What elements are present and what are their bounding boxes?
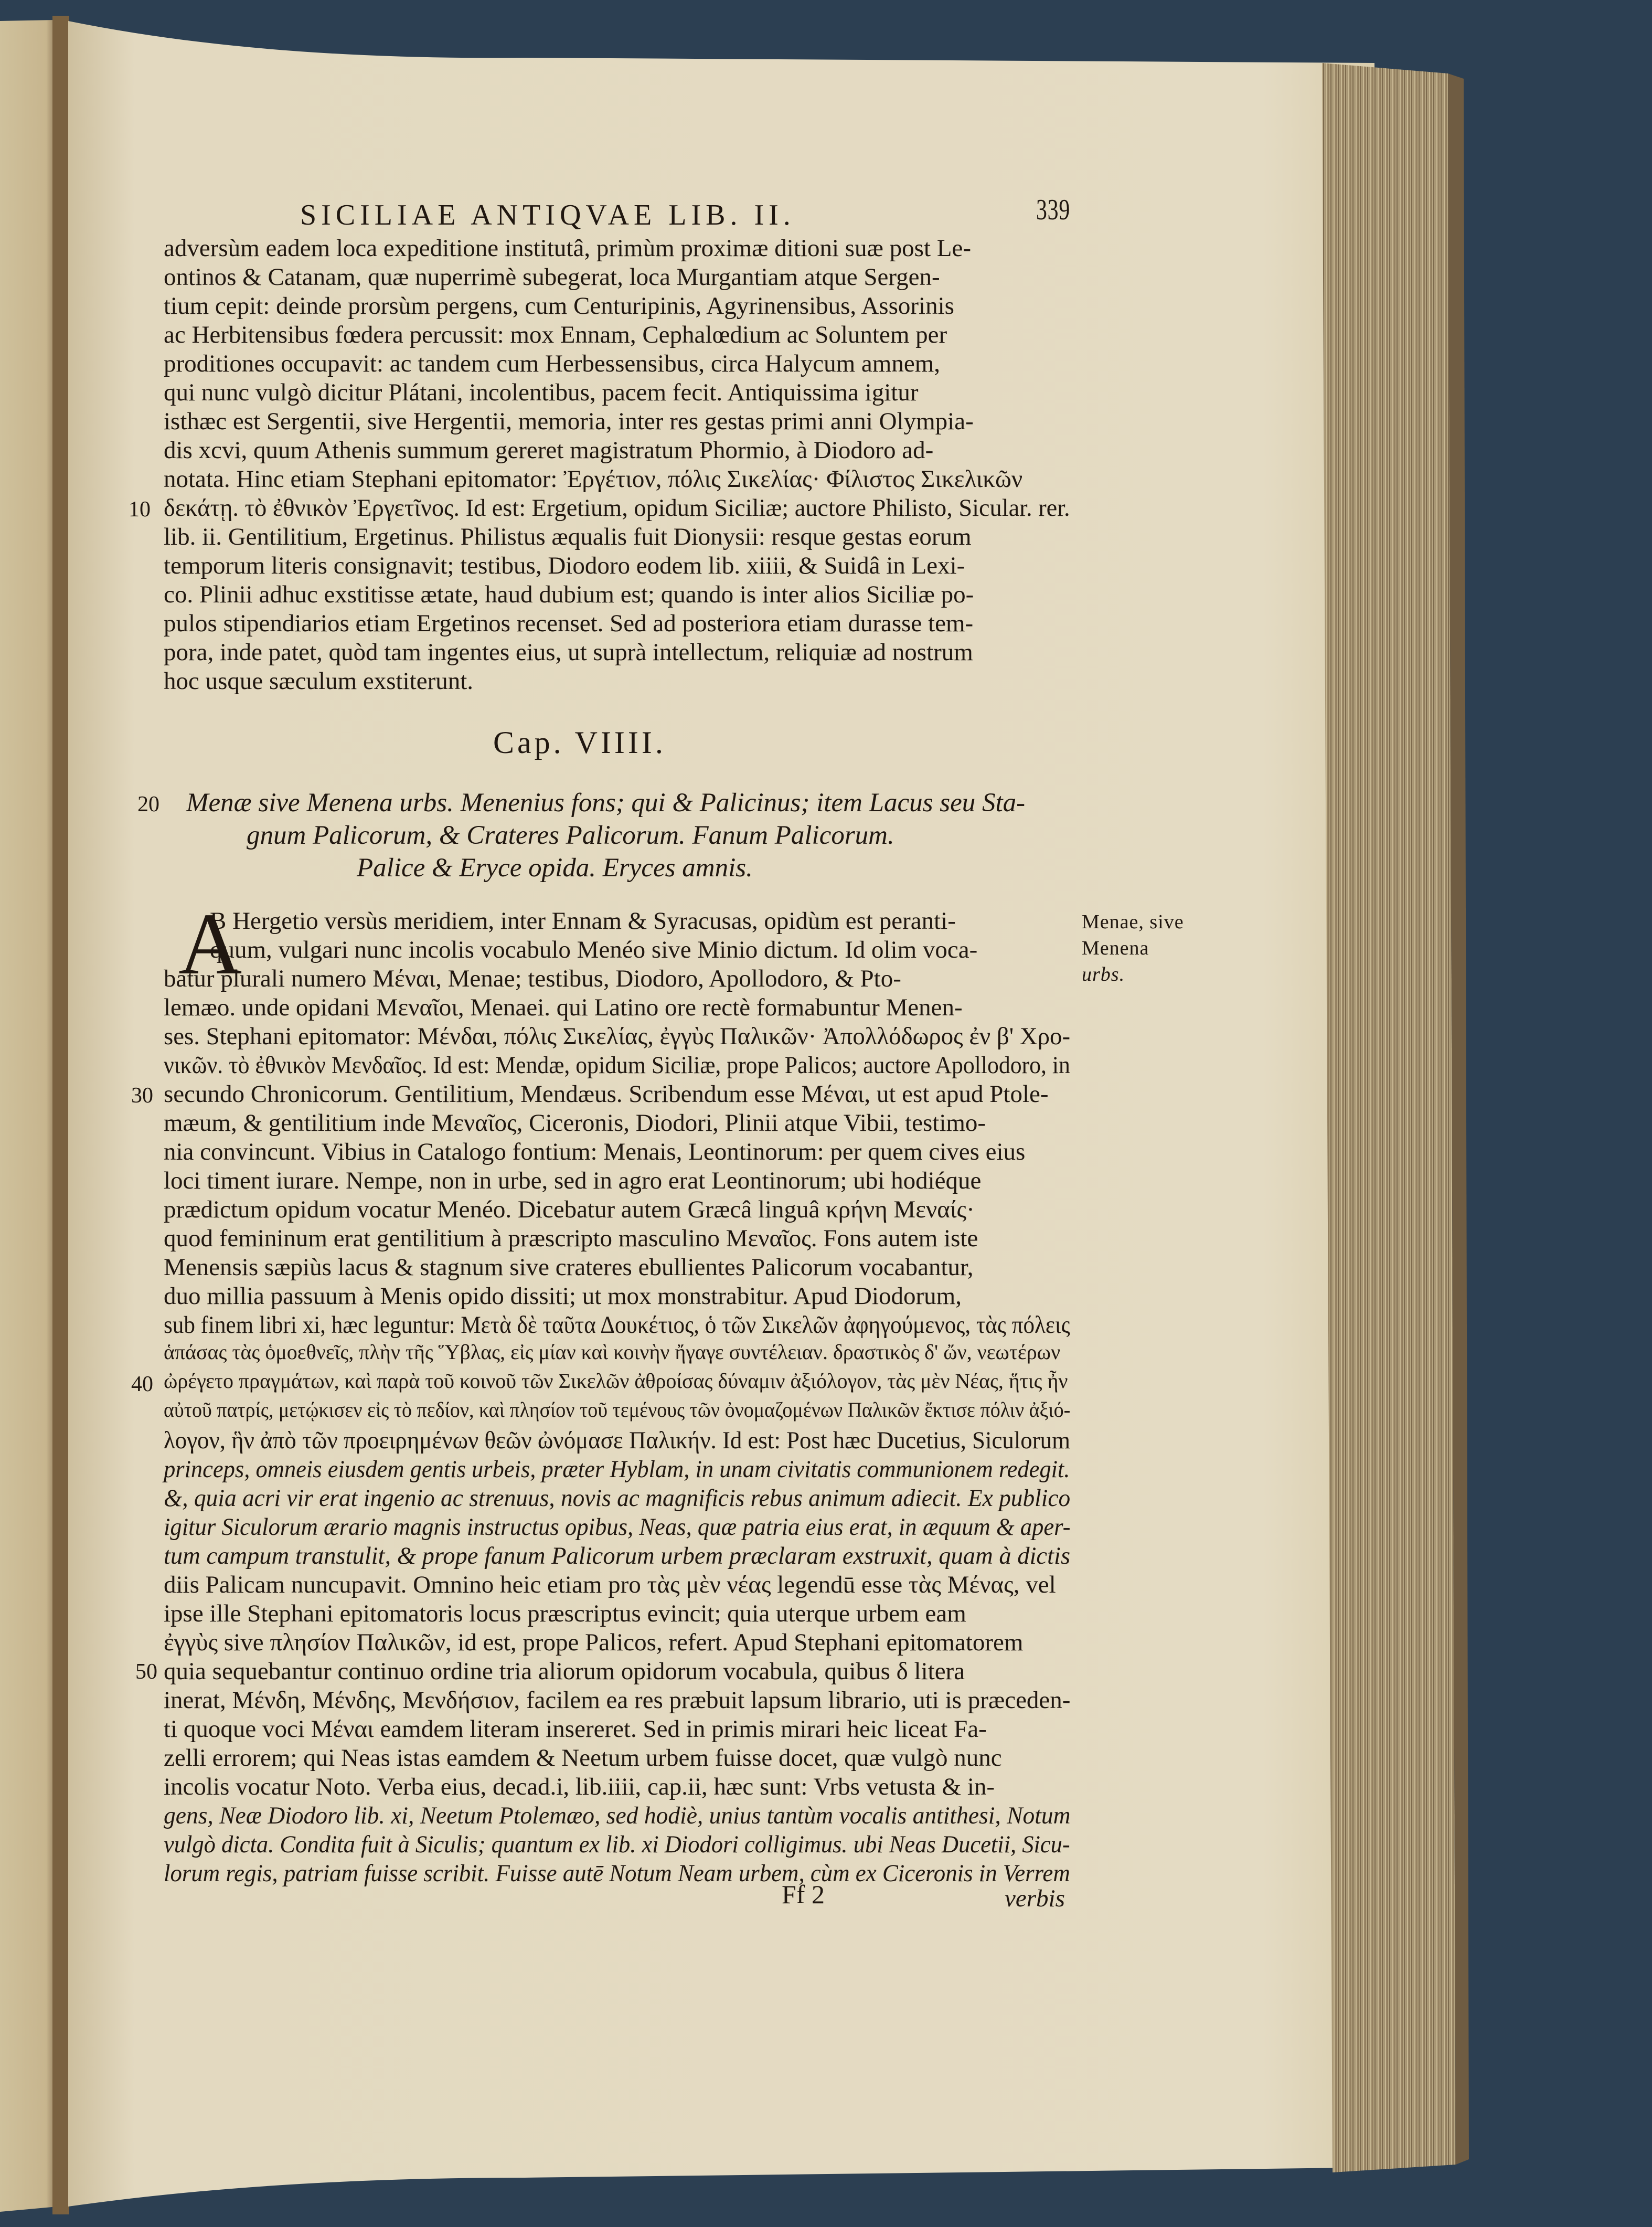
line-number: 30 — [131, 1084, 153, 1108]
text-line: gens, Neæ Diodoro lib. xi, Neetum Ptolemæo, sed hodiè, unius tantùm vocalis antithesi, Notum — [164, 1802, 1071, 1829]
line-number: 20 — [137, 792, 159, 816]
text-line: tium cepit: deinde prorsùm pergens, cum Centuripinis, Agyrinensibus, Assorinis — [164, 292, 954, 320]
text-line: lorum regis, patriam fuisse scribit. Fuisse autē Notum Neam urbem, cùm ex Ciceronis in Verrem — [164, 1860, 1070, 1887]
text-line: λογον, ἣν ἀπὸ τῶν προειρημένων θεῶν ὠνόμασε Παλικήν. Id est: Post hæc Ducetius, Siculorum — [164, 1427, 1071, 1454]
text-line: batur plurali numero Μέναι, Menae; testibus, Diodoro, Apollodoro, & Pto- — [164, 965, 901, 992]
text-line: diis Palicam nuncupavit. Omnino heic etiam pro τὰς μὲν νέας legendū esse τὰς Μένας, vel — [164, 1571, 1056, 1598]
summary-line: gnum Palicorum, & Crateres Palicorum. Fanum Palicorum. — [247, 821, 894, 850]
summary-line: Menæ sive Menena urbs. Menenius fons; qui & Palicinus; item Lacus seu Sta- — [186, 788, 1026, 818]
line-number: 10 — [129, 497, 151, 522]
line-number: 50 — [135, 1660, 157, 1684]
text-line: adversùm eadem loca expeditione institutâ, primùm proximæ ditioni suæ post Le- — [164, 235, 971, 262]
text-line: temporum literis consignavit; testibus, Diodoro eodem lib. xiiii, & Suidâ in Lexi- — [164, 552, 965, 579]
signature-mark: Ff 2 — [782, 1880, 825, 1909]
margin-note-line: Menena — [1082, 937, 1149, 959]
text-line: loci timent iurare. Nempe, non in urbe, sed in agro erat Leontinorum; ubi hodiéque — [164, 1167, 982, 1194]
text-line: notata. Hinc etiam Stephani epitomator: Ἐργέτιον, πόλις Σικελίας· Φίλιστος Σικελικῶν — [164, 465, 1023, 493]
text-line: quod femininum erat gentilitium à præscripto masculino Μεναῖος. Fons autem iste — [164, 1225, 978, 1252]
text-line: sub finem libri xi, hæc leguntur: Μετὰ δὲ ταῦτα Δουκέτιος, ὁ τῶν Σικελῶν ἀφηγούμενος, τὰς πόλεις — [164, 1311, 1070, 1339]
text-line: ipse ille Stephani epitomatoris locus præscriptus evincit; quia uterque urbem eam — [164, 1600, 966, 1627]
drop-cap: A — [178, 895, 242, 993]
text-line: prædictum opidum vocatur Menéo. Dicebatur autem Græcâ linguâ κρήνη Μεναίς· — [164, 1196, 975, 1223]
page-number: 339 — [1036, 194, 1070, 226]
text-line: pulos stipendiarios etiam Ergetinos recenset. Sed ad posteriora etiam durasse tem- — [164, 610, 974, 637]
text-line: quia sequebantur continuo ordine tria aliorum opidorum vocabula, quibus δ litera — [164, 1658, 965, 1685]
text-line: ses. Stephani epitomator: Μένδαι, πόλις Σικελίας, ἐγγὺς Παλικῶν· Ἀπολλόδωρος ἐν β' Χρο- — [164, 1023, 1071, 1050]
text-line: mæum, & gentilitium inde Μεναῖος, Ciceronis, Diodori, Plinii atque Vibii, testimo- — [164, 1109, 986, 1137]
text-line: duo millia passuum à Menis opido dissiti; ut mox monstrabitur. Apud Diodorum, — [164, 1282, 962, 1310]
text-line: incolis vocatur Noto. Verba eius, decad.i, lib.iiii, cap.ii, hæc sunt: Vrbs vetusta & in- — [164, 1773, 995, 1800]
text-line: hoc usque sæculum exstiterunt. — [164, 667, 474, 695]
text-line: ti quoque voci Μέναι eamdem literam insereret. Sed in primis mirari heic liceat Fa- — [164, 1715, 987, 1743]
text-line: lemæo. unde opidani Μεναῖοι, Menaei. qui Latino ore rectè formabuntur Menen- — [164, 994, 963, 1021]
margin-note-line: urbs. — [1082, 963, 1125, 985]
text-line: quum, vulgari nunc incolis vocabulo Menéo sive Minio dictum. Id olim voca- — [210, 936, 978, 963]
text-line: proditiones occupavit: ac tandem cum Herbessensibus, circa Halycum amnem, — [164, 350, 941, 377]
text-line: ἐγγὺς sive πλησίον Παλικῶν, id est, prope Palicos, refert. Apud Stephani epitomatorem — [164, 1629, 1024, 1656]
text-line: qui nunc vulgò dicitur Plátani, incolentibus, pacem fecit. Antiquissima igitur — [164, 379, 919, 406]
text-line: co. Plinii adhuc exstitisse ætate, haud dubium est; quando is inter alios Siciliæ po- — [164, 581, 974, 608]
text-line: ontinos & Catanam, quæ nuperrimè subegerat, loca Murgantiam atque Sergen- — [164, 263, 940, 291]
text-line: Menensis sæpiùs lacus & stagnum sive crateres ebullientes Palicorum vocabantur, — [164, 1254, 974, 1281]
text-line: ὠρέγετο πραγμάτων, καὶ παρὰ τοῦ κοινοῦ τῶν Σικελῶν ἀθροίσας δύναμιν ἀξιόλογον, τὰς μὲν Νέας, ἥτις ἦν — [164, 1369, 1068, 1393]
text-line: dis xcvi, quum Athenis summum gereret magistratum Phormio, à Diodoro ad- — [164, 437, 934, 464]
running-head: SICILIAE ANTIQVAE LIB. II. — [300, 199, 795, 231]
text-line: B Hergetio versùs meridiem, inter Ennam & Syracusas, opidùm est peranti- — [210, 907, 956, 935]
text-line: princeps, omneis eiusdem gentis urbeis, præter Hyblam, in unam civitatis communionem redegit. — [164, 1456, 1070, 1483]
text-line: &, quia acri vir erat ingenio ac strenuus, novis ac magnificis rebus animum adiecit. Ex publico — [164, 1484, 1071, 1512]
text-line: tum campum transtulit, & prope fanum Palicorum urbem præclaram exstruxit, quam à dictis — [164, 1542, 1071, 1569]
text-line: νικῶν. τὸ ἐθνικὸν Μενδαῖος. Id est: Mendæ, opidum Siciliæ, prope Palicos; auctore Apollodoro, in — [164, 1052, 1070, 1079]
text-line: pora, inde patet, quòd tam ingentes eius, ut suprà intellectum, reliquiæ ad nostrum — [164, 639, 973, 666]
margin-note-line: Menae, sive — [1082, 911, 1184, 933]
summary-line: Palice & Eryce opida. Eryces amnis. — [357, 853, 753, 883]
text-line: inerat, Μένδη, Μένδης, Μενδήσιον, facilem ea res præbuit lapsum librario, uti is præceden- — [164, 1687, 1071, 1714]
text-line: δεκάτῃ. τὸ ἐθνικὸν Ἐργετῖνος. Id est: Ergetium, opidum Siciliæ; auctore Philisto, Sicular. rer. — [164, 494, 1070, 522]
text-line: ἁπάσας τὰς ὁμοεθνεῖς, πλὴν τῆς Ὕβλας, εἰς μίαν καὶ κοινὴν ἤγαγε συντέλειαν. δραστικὸς δ' ὤν, νεωτέρων — [164, 1340, 1061, 1364]
text-line: ac Herbitensibus fœdera percussit: mox Ennam, Cephalœdium ac Soluntem per — [164, 321, 947, 348]
text-line: igitur Siculorum ærario magnis instructus opibus, Neas, quæ patria eius erat, in æquum & aper- — [164, 1513, 1071, 1541]
text-line: zelli errorem; qui Neas istas eamdem & Neetum urbem fuisse docet, quæ vulgò nunc — [164, 1744, 1002, 1772]
text-line: nia convincunt. Vibius in Catalogo fontium: Menais, Leontinorum: per quem cives eius — [164, 1138, 1026, 1165]
text-line: secundo Chronicorum. Gentilitium, Mendæus. Scribendum esse Μέναι, ut est apud Ptole- — [164, 1080, 1049, 1108]
text-line: isthæc est Sergentii, sive Hergentii, memoria, inter res gestas primi anni Olympia- — [164, 408, 974, 435]
text-line: vulgò dicta. Condita fuit à Siculis; quantum ex lib. xi Diodori colligimus. ubi Neas Ducetii, Sicu- — [164, 1831, 1070, 1858]
catchword: verbis — [1005, 1885, 1065, 1912]
line-number: 40 — [131, 1372, 153, 1396]
chapter-heading: Cap. VIIII. — [493, 725, 666, 760]
text-line: lib. ii. Gentilitium, Ergetinus. Philistus æqualis fuit Dionysii: resque gestas eorum — [164, 523, 972, 550]
text-line: αὐτοῦ πατρίς, μετῴκισεν εἰς τὸ πεδίον, καὶ πλησίον τοῦ τεμένους τῶν ὀνομαζομένων Παλικῶν ἔκτισε πόλιν ἀξιό- — [164, 1398, 1071, 1422]
